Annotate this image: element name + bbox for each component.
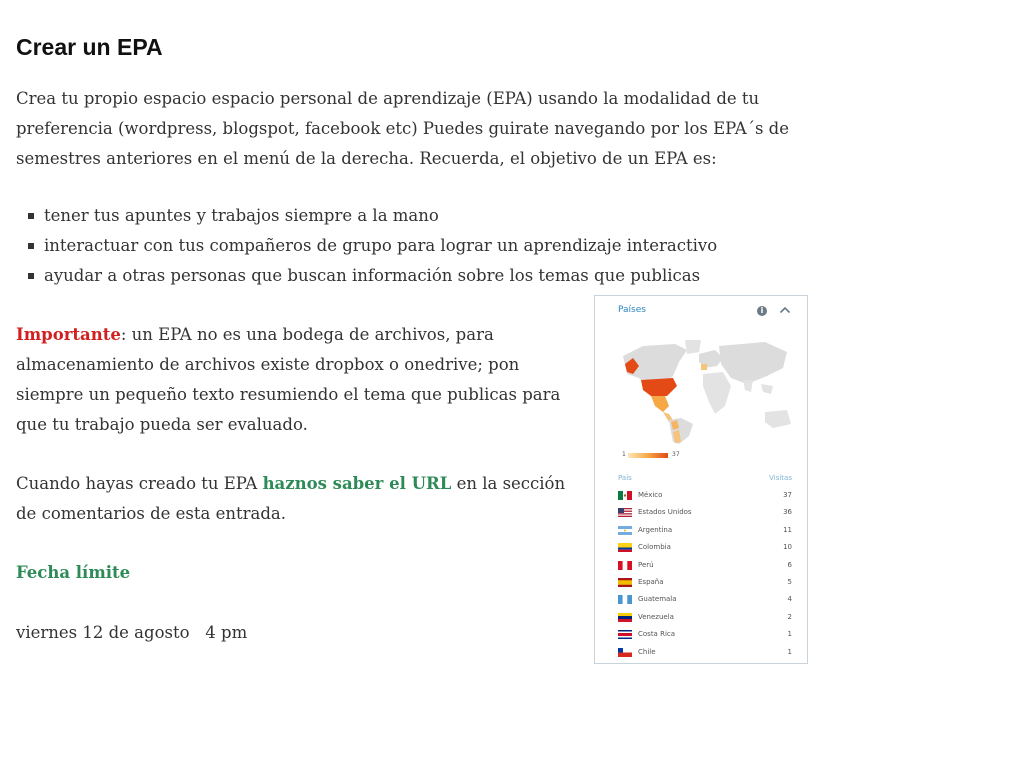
country-name: Costa Rica [638, 630, 676, 639]
table-row [595, 591, 807, 608]
submit-url-paragraph [16, 469, 576, 529]
visit-count: 37 [783, 491, 792, 499]
table-row [595, 539, 807, 556]
visit-count: 2 [787, 612, 792, 621]
colombia-flag-icon [618, 543, 632, 552]
country-name: Estados Unidos [638, 508, 692, 517]
country-name: Colombia [638, 543, 671, 552]
column-header-country: País [618, 474, 632, 482]
list-item-text: tener tus apuntes y trabajos siempre a la mano [44, 206, 439, 225]
important-label: Importante [16, 325, 121, 344]
spain-flag-icon [618, 578, 632, 587]
chile-flag-icon [618, 648, 632, 657]
color-scale-legend [628, 453, 668, 458]
submit-url-text-after: en la sección de comentarios de esta entrada. [16, 474, 566, 523]
table-row [595, 644, 807, 661]
list-item [28, 261, 717, 291]
bullet-square-icon [28, 243, 34, 249]
country-name: Argentina [638, 525, 673, 534]
country-name: México [638, 491, 663, 499]
table-row [595, 574, 807, 591]
legend-max-value: 37 [672, 451, 680, 458]
intro-paragraph: Crea tu propio espacio espacio personal de aprendizaje (EPA) usando la modalidad de tu preferencia (wordpress, blogspot, facebook etc) Puedes guirate navegando por los EPA´s de semestres anteriores en el menú de la derecha. Recuerda, el objetivo de un EPA es: [16, 89, 789, 168]
visit-count: 11 [783, 525, 792, 534]
list-item [28, 231, 717, 261]
guatemala-flag-icon [618, 595, 632, 604]
argentina-flag-icon [618, 526, 632, 535]
deadline-heading: Fecha límite [16, 563, 131, 582]
stats-card-title: Países [618, 305, 646, 315]
table-row [595, 609, 807, 626]
mexico-flag-icon [618, 491, 632, 500]
objectives-list [28, 201, 717, 291]
table-row [595, 522, 807, 539]
table-row [595, 487, 807, 504]
table-row [595, 557, 807, 574]
country-name: Perú [638, 560, 654, 569]
table-row [595, 504, 807, 521]
visit-count: 1 [787, 647, 792, 656]
visit-count: 4 [787, 595, 792, 604]
list-item-text: ayudar a otras personas que buscan información sobre los temas que publicas [44, 266, 701, 285]
chevron-up-icon[interactable] [779, 305, 791, 315]
costa-rica-flag-icon [618, 630, 632, 639]
visit-count: 5 [787, 577, 792, 586]
country-stats-card [594, 295, 808, 664]
visit-count: 10 [783, 543, 792, 552]
submit-url-link[interactable]: haznos saber el URL [262, 474, 452, 493]
column-header-visits: Visitas [769, 474, 792, 482]
country-table [595, 487, 807, 661]
country-name: Venezuela [638, 612, 674, 621]
visit-count: 6 [787, 560, 792, 569]
venezuela-flag-icon [618, 613, 632, 622]
table-row [595, 626, 807, 643]
world-map [615, 336, 795, 446]
list-item-text: interactuar con tus compañeros de grupo para lograr un aprendizaje interactivo [44, 236, 718, 255]
list-item [28, 201, 717, 231]
peru-flag-icon [618, 561, 632, 570]
country-name: Guatemala [638, 595, 677, 604]
page-title: Crear un EPA [16, 34, 163, 60]
visit-count: 1 [787, 630, 792, 639]
country-name: España [638, 577, 664, 586]
deadline-date: viernes 12 de agosto 4 pm [16, 623, 248, 642]
important-paragraph [16, 320, 576, 440]
bullet-square-icon [28, 273, 34, 279]
country-name: Chile [638, 647, 656, 656]
submit-url-text-before: Cuando hayas creado tu EPA [16, 474, 263, 493]
important-text: : un EPA no es una bodega de archivos, para almacenamiento de archivos existe dropbox o onedrive; pon siempre un pequeño texto resumiendo el tema que publicas para que tu trabajo pueda ser evaluado. [16, 325, 561, 434]
bullet-square-icon [28, 213, 34, 219]
usa-flag-icon [618, 508, 632, 517]
visit-count: 36 [783, 508, 792, 517]
legend-min-value: 1 [622, 451, 626, 458]
info-icon[interactable]: i [757, 306, 767, 316]
